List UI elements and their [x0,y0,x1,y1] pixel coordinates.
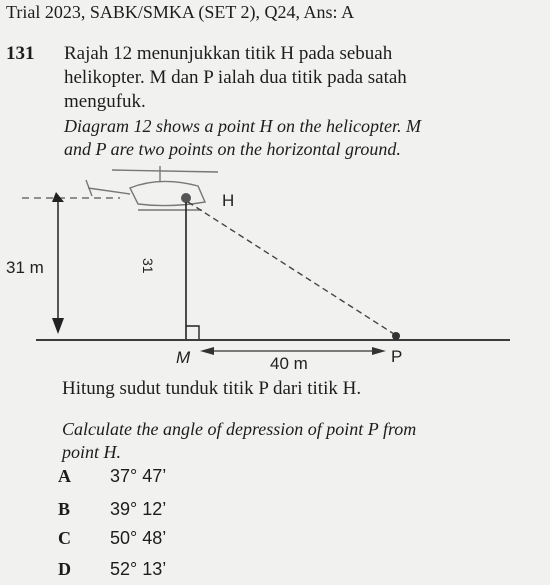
prompt-english-line-1: Calculate the angle of depression of point P from [62,419,417,439]
helicopter-diagram [0,158,550,370]
malay-line-3: mengufuk. [64,91,146,112]
option-a-letter: A [58,466,71,486]
point-p-label: P [391,347,403,366]
english-line-2: and P are two points on the horizontal ground. [64,139,401,159]
option-d-text: 52° 13’ [110,559,167,579]
prompt-english-line-2: point H. [62,442,122,462]
option-b-letter: B [58,499,71,519]
malay-line-1: Rajah 12 menunjukkan titik H pada sebuah [64,43,393,64]
point-m-label: M [176,348,191,367]
point-h-label: H [222,191,235,210]
distance-label: 40 m [270,354,308,370]
option-c-letter: C [58,528,71,548]
question-number: 131 [6,43,35,64]
english-line-1: Diagram 12 shows a point H on the helicopter. M [64,116,421,136]
option-d-letter: D [58,559,71,579]
prompt-malay: Hitung sudut tunduk titik P dari titik H. [62,378,362,399]
option-a-text: 37° 47’ [110,466,167,486]
source-header: Trial 2023, SABK/SMKA (SET 2), Q24, Ans: A [6,2,355,22]
malay-line-2: helikopter. M dan P ialah dua titik pada satah [64,67,407,88]
option-c-text: 50° 48’ [110,528,167,548]
height-label: 31 m [6,258,44,277]
rotated-height-label: 31 [140,258,156,274]
helicopter-icon [86,166,218,210]
option-b-text: 39° 12’ [110,499,167,519]
